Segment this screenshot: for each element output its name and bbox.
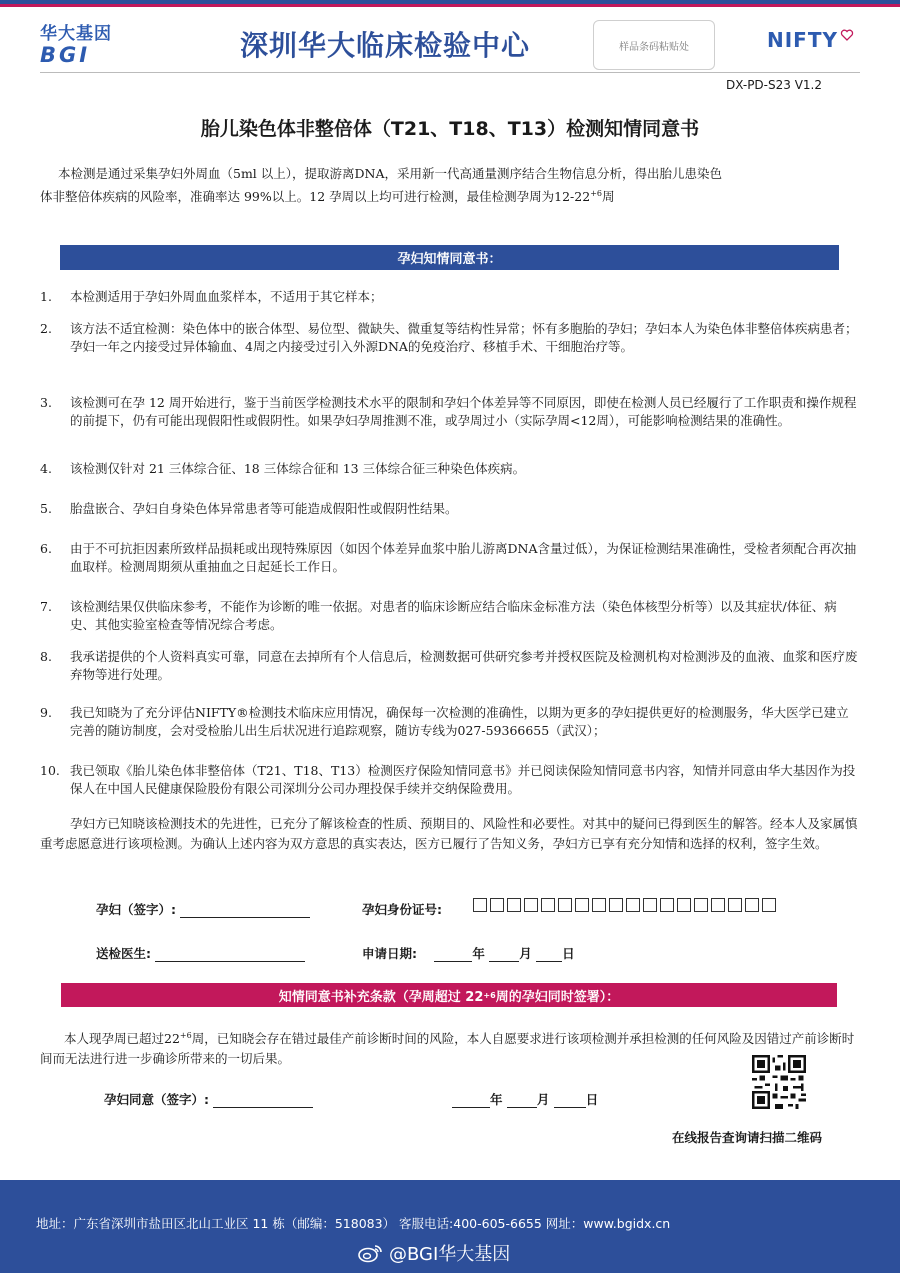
consent-item [40, 540, 860, 576]
item-number: 9. [40, 705, 52, 720]
supplement-header [61, 983, 837, 1007]
barcode-sticker-area: 样品条码粘贴处 [593, 20, 715, 70]
supplement-year-label: 年 [490, 1092, 503, 1107]
month-field[interactable] [489, 947, 519, 962]
item-number: 6. [40, 541, 52, 556]
item-text: 我已知晓为了充分评估NIFTY®检测技术临床应用情况，确保每一次检测的准确性，以期为更多的孕妇提供更好的检测服务，华大医学已建立完善的随访制度，会对受检胎儿出生后状况进行追踪观察，随访专线为027-59366655（武汉）； [70, 705, 849, 738]
consent-item [40, 394, 860, 430]
supplement-header-text: 知情同意书补充条款（孕周超过 22 [278, 989, 484, 1005]
item-text: 胎盘嵌合、孕妇自身染色体异常患者等可能造成假阳性或假阴性结果。 [70, 501, 458, 516]
item-number: 5. [40, 501, 52, 516]
bgi-logo-cn: 华大基因 [40, 24, 112, 44]
supplement-text-superscript: +6 [179, 1031, 192, 1040]
supplement-text-start: 本人现孕周已超过22 [64, 1031, 180, 1047]
supplement-month-field[interactable] [507, 1093, 537, 1108]
consent-item [40, 288, 860, 306]
consent-section-header: 孕妇知情同意书： [60, 245, 839, 270]
day-label: 日 [562, 946, 575, 961]
item-text: 由于不可抗拒因素所致样品损耗或出现特殊原因（如因个体差异血浆中胎儿游离DNA含量过低），为保证检测结果准确性，受检者须配合再次抽血取样。检测周期须从重抽血之日起延长工作日。 [70, 541, 857, 574]
supplement-date-row [452, 1090, 598, 1108]
application-date-row [362, 944, 575, 962]
doctor-row [96, 944, 305, 962]
item-text: 该检测可在孕 12 周开始进行，鉴于当前医学检测技术水平的限制和孕妇个体差异等不同原因，即使在检测人员已经履行了工作职责和操作规程的前提下，仍有可能出现假阳性或假阴性。如果孕妇孕周推测不准，或孕周过小（实际孕周<12周），可能影响检测结果的准确性。 [70, 395, 857, 428]
pregnant-signature-field[interactable] [180, 903, 310, 918]
item-number: 3. [40, 395, 52, 410]
pregnant-sign-label: 孕妇（签字）: [96, 902, 176, 917]
doctor-label: 送检医生: [96, 946, 151, 961]
item-number: 10. [40, 763, 60, 778]
id-number-label: 孕妇身份证号: [362, 902, 442, 917]
item-text: 我已领取《胎儿染色体非整倍体（T21、T18、T13）检测医疗保险知情同意书》并已阅读保险知情同意书内容，知情并同意由华大基因作为投保人在中国人民健康保险股份有限公司深圳分公司办理投保手续并交纳保险费用。 [70, 763, 856, 796]
lab-title: 深圳华大临床检验中心 [240, 29, 531, 62]
watermark-text: @BGI华大基因 [389, 1244, 511, 1265]
weibo-icon [357, 1243, 383, 1263]
weibo-watermark [357, 1240, 510, 1266]
qr-code-icon[interactable] [752, 1055, 806, 1109]
intro-line-2 [40, 184, 615, 207]
supplement-day-field[interactable] [554, 1093, 586, 1108]
supplement-header-superscript: +6 [483, 990, 496, 1000]
consent-item [40, 648, 860, 684]
top-stripe [0, 0, 900, 8]
intro-line-2-end: 周 [601, 189, 615, 205]
supplement-text [40, 1026, 860, 1069]
consent-item [40, 500, 860, 518]
heart-icon [840, 28, 854, 42]
supplement-header-end: 周的孕妇同时签署）： [495, 989, 620, 1005]
item-number: 7. [40, 599, 52, 614]
item-number: 2. [40, 321, 52, 336]
item-text: 该方法不适宜检测：染色体中的嵌合体型、易位型、微缺失、微重复等结构性异常；怀有多胞胎的孕妇；孕妇本人为染色体非整倍体疾病患者；孕妇一年之内接受过异体输血、4周之内接受过引入外源DNA的免疫治疗、移植手术、干细胞治疗等。 [70, 321, 858, 354]
closing-statement: 孕妇方已知晓该检测技术的先进性，已充分了解该检查的性质、预期目的、风险性和必要性。对其中的疑问已得到医生的解答。经本人及家属慎重考虑愿意进行该项检测。为确认上述内容为双方意思的真实表达，医方已履行了告知义务，孕妇方已享有充分知情和选择的权利，签字生效。 [40, 816, 858, 851]
intro-line-1: 本检测是通过采集孕妇外周血（5ml 以上），提取游离DNA，采用新一代高通量测序结合生物信息分析，得出胎儿患染色 [58, 166, 723, 181]
supplement-signature-row [104, 1090, 313, 1108]
item-text: 该检测结果仅供临床参考，不能作为诊断的唯一依据。对患者的临床诊断应结合临床金标准方法（染色体核型分析等）以及其症状/体征、病史、其他实验室检查等情况综合考虑。 [70, 599, 837, 632]
id-number-boxes[interactable] [473, 898, 776, 912]
bgi-logo [40, 24, 140, 68]
pregnant-signature-row [96, 900, 310, 918]
year-field[interactable] [434, 947, 472, 962]
item-text: 我承诺提供的个人资料真实可靠，同意在去掉所有个人信息后，检测数据可供研究参考并授权医院及检测机构对检测涉及的血液、血浆和医疗废弃物等进行处理。 [70, 649, 858, 682]
intro-superscript: +6 [590, 189, 602, 198]
intro-line-2-text: 体非整倍体疾病的风险率，准确率达 99%以上。12 孕周以上均可进行检测，最佳检测孕周为12-22 [40, 189, 591, 205]
day-field[interactable] [536, 947, 562, 962]
doctor-signature-field[interactable] [155, 947, 305, 962]
document-code: DX-PD-S23 V1.2 [726, 78, 822, 92]
item-text: 该检测仅针对 21 三体综合征、18 三体综合征和 13 三体综合征三种染色体疾病。 [70, 461, 526, 476]
supplement-month-label: 月 [536, 1092, 550, 1107]
item-number: 1. [40, 289, 52, 304]
supplement-year-field[interactable] [452, 1093, 490, 1108]
consent-item [40, 704, 860, 740]
supplement-consent-label: 孕妇同意（签字）: [104, 1092, 209, 1107]
item-number: 8. [40, 649, 52, 664]
item-text: 本检测适用于孕妇外周血血浆样本，不适用于其它样本； [70, 289, 383, 304]
bgi-logo-en: BGI [40, 43, 91, 67]
item-number: 4. [40, 461, 52, 476]
date-label: 申请日期: [362, 946, 417, 961]
consent-item [40, 320, 860, 356]
nifty-logo-text: NIFTY [767, 28, 838, 52]
supplement-text-body: 周，已知晓会存在错过最佳产前诊断时间的风险，本人自愿要求进行该项检测并承担检测的任何风险及因错过产前诊断时间而无法进行进一步确诊所带来的一切后果。 [40, 1031, 855, 1067]
consent-item [40, 460, 860, 478]
header-divider [40, 72, 860, 73]
consent-item [40, 598, 860, 634]
year-label: 年 [472, 946, 485, 961]
supplement-signature-field[interactable] [213, 1093, 313, 1108]
qr-caption: 在线报告查询请扫描二维码 [672, 1130, 823, 1145]
footer-contact: 地址：广东省深圳市盐田区北山工业区 11 栋（邮编：518083） 客服电话:400-605-6655 网址：www.bgidx.cn [36, 1216, 671, 1231]
nifty-logo [767, 28, 854, 52]
document-title: 胎儿染色体非整倍体（T21、T18、T13）检测知情同意书 [200, 118, 700, 140]
month-label: 月 [519, 946, 532, 961]
consent-item [40, 762, 860, 798]
supplement-day-label: 日 [585, 1092, 599, 1107]
